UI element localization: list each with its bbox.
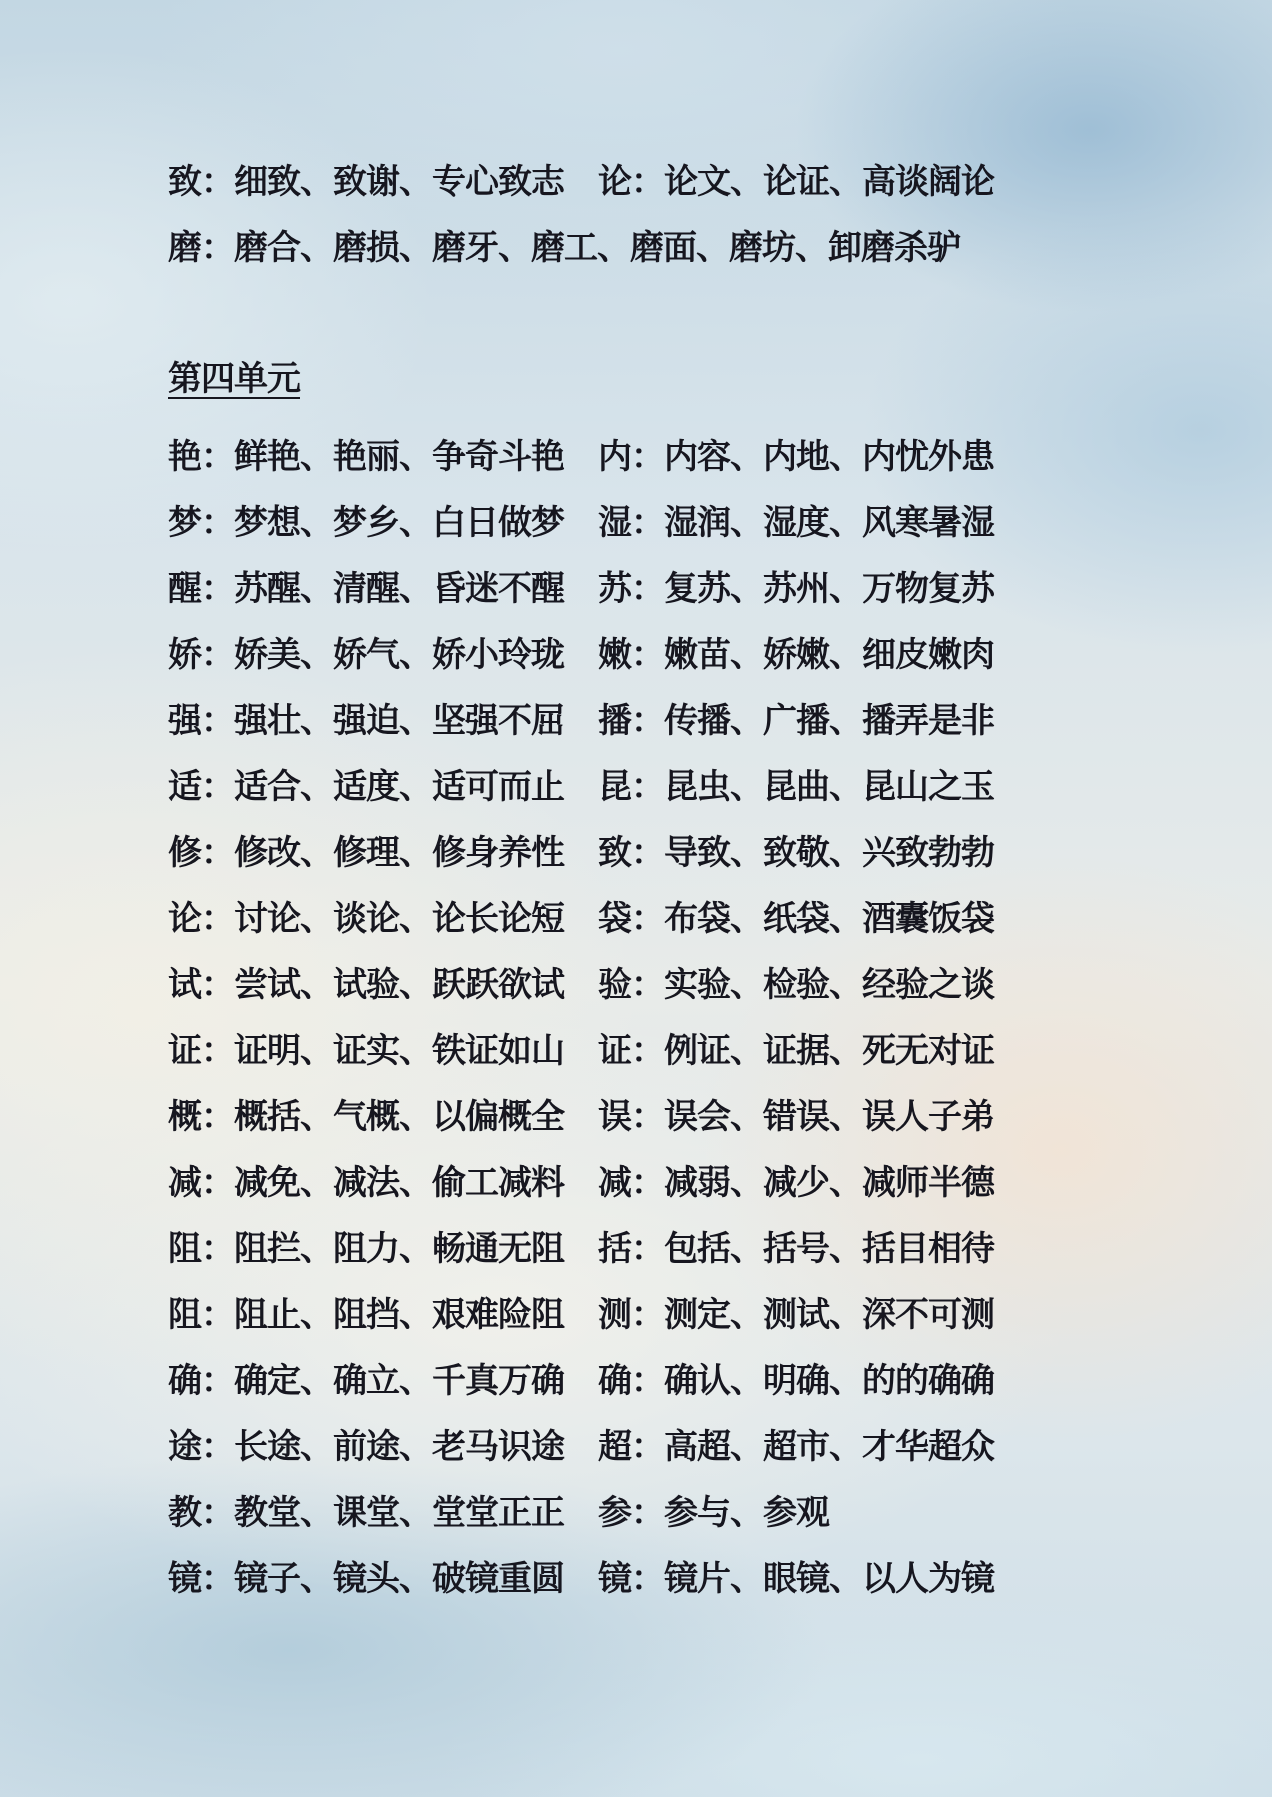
entry-left: 减：减免、减法、偷工减料 (168, 1164, 564, 1202)
entry-left: 教：教堂、课堂、堂堂正正 (168, 1494, 564, 1532)
entry-left: 艳：鲜艳、艳丽、争奇斗艳 (168, 438, 564, 476)
word-row (168, 552, 1128, 618)
header-gap (168, 408, 1128, 420)
entry-left: 致：细致、致谢、专心致志 (168, 163, 564, 201)
word-row (168, 420, 1128, 486)
word-list-document (168, 145, 1128, 1608)
entry-right: 播：传播、广播、播弄是非 (598, 702, 994, 740)
entry-left: 娇：娇美、娇气、娇小玲珑 (168, 636, 564, 674)
entry-left: 适：适合、适度、适可而止 (168, 768, 564, 806)
entry-right: 确：确认、明确、的的确确 (598, 1362, 994, 1400)
entry-right: 致：导致、致敬、兴致勃勃 (598, 834, 994, 872)
section-gap (168, 277, 1128, 342)
entry-left: 修：修改、修理、修身养性 (168, 834, 564, 872)
entry-right: 超：高超、超市、才华超众 (598, 1428, 994, 1466)
word-row (168, 211, 1128, 277)
entry-left: 镜：镜子、镜头、破镜重圆 (168, 1560, 564, 1598)
entry-right: 参：参与、参观 (598, 1494, 829, 1532)
entry-right: 测：测定、测试、深不可测 (598, 1296, 994, 1334)
entry-right: 括：包括、括号、括目相待 (598, 1230, 994, 1268)
entry-left: 证：证明、证实、铁证如山 (168, 1032, 564, 1070)
entry-right: 验：实验、检验、经验之谈 (598, 966, 994, 1004)
entry-left: 试：尝试、试验、跃跃欲试 (168, 966, 564, 1004)
word-row (168, 1014, 1128, 1080)
entry-left: 论：讨论、谈论、论长论短 (168, 900, 564, 938)
entry-left: 途：长途、前途、老马识途 (168, 1428, 564, 1466)
word-row (168, 1344, 1128, 1410)
entry-right: 论：论文、论证、高谈阔论 (598, 163, 994, 201)
word-row (168, 882, 1128, 948)
unit-header: 第四单元 (168, 360, 300, 398)
word-row (168, 948, 1128, 1014)
word-row (168, 1476, 1128, 1542)
entry-right: 昆：昆虫、昆曲、昆山之玉 (598, 768, 994, 806)
entry-right: 误：误会、错误、误人子弟 (598, 1098, 994, 1136)
word-row (168, 1212, 1128, 1278)
word-row (168, 1146, 1128, 1212)
word-row (168, 1542, 1128, 1608)
word-row (168, 1278, 1128, 1344)
entry-left: 强：强壮、强迫、坚强不屈 (168, 702, 564, 740)
entry-right: 减：减弱、减少、减师半德 (598, 1164, 994, 1202)
word-row (168, 1410, 1128, 1476)
entry-left: 梦：梦想、梦乡、白日做梦 (168, 504, 564, 542)
word-row (168, 1080, 1128, 1146)
entry-right: 证：例证、证据、死无对证 (598, 1032, 994, 1070)
unit-header-row (168, 342, 1128, 408)
entry-left: 醒：苏醒、清醒、昏迷不醒 (168, 570, 564, 608)
entry-left: 阻：阻止、阻挡、艰难险阻 (168, 1296, 564, 1334)
word-row (168, 486, 1128, 552)
entry-right: 袋：布袋、纸袋、酒囊饭袋 (598, 900, 994, 938)
entry-right: 湿：湿润、湿度、风寒暑湿 (598, 504, 994, 542)
entry-right: 苏：复苏、苏州、万物复苏 (598, 570, 994, 608)
entry-left: 阻：阻拦、阻力、畅通无阻 (168, 1230, 564, 1268)
word-row (168, 816, 1128, 882)
word-row (168, 750, 1128, 816)
word-row (168, 684, 1128, 750)
word-row (168, 145, 1128, 211)
entry-left: 确：确定、确立、千真万确 (168, 1362, 564, 1400)
word-row (168, 618, 1128, 684)
entry-full: 磨：磨合、磨损、磨牙、磨工、磨面、磨坊、卸磨杀驴 (168, 229, 960, 267)
entry-right: 内：内容、内地、内忧外患 (598, 438, 994, 476)
entry-right: 镜：镜片、眼镜、以人为镜 (598, 1560, 994, 1598)
entry-right: 嫩：嫩苗、娇嫩、细皮嫩肉 (598, 636, 994, 674)
entry-left: 概：概括、气概、以偏概全 (168, 1098, 564, 1136)
